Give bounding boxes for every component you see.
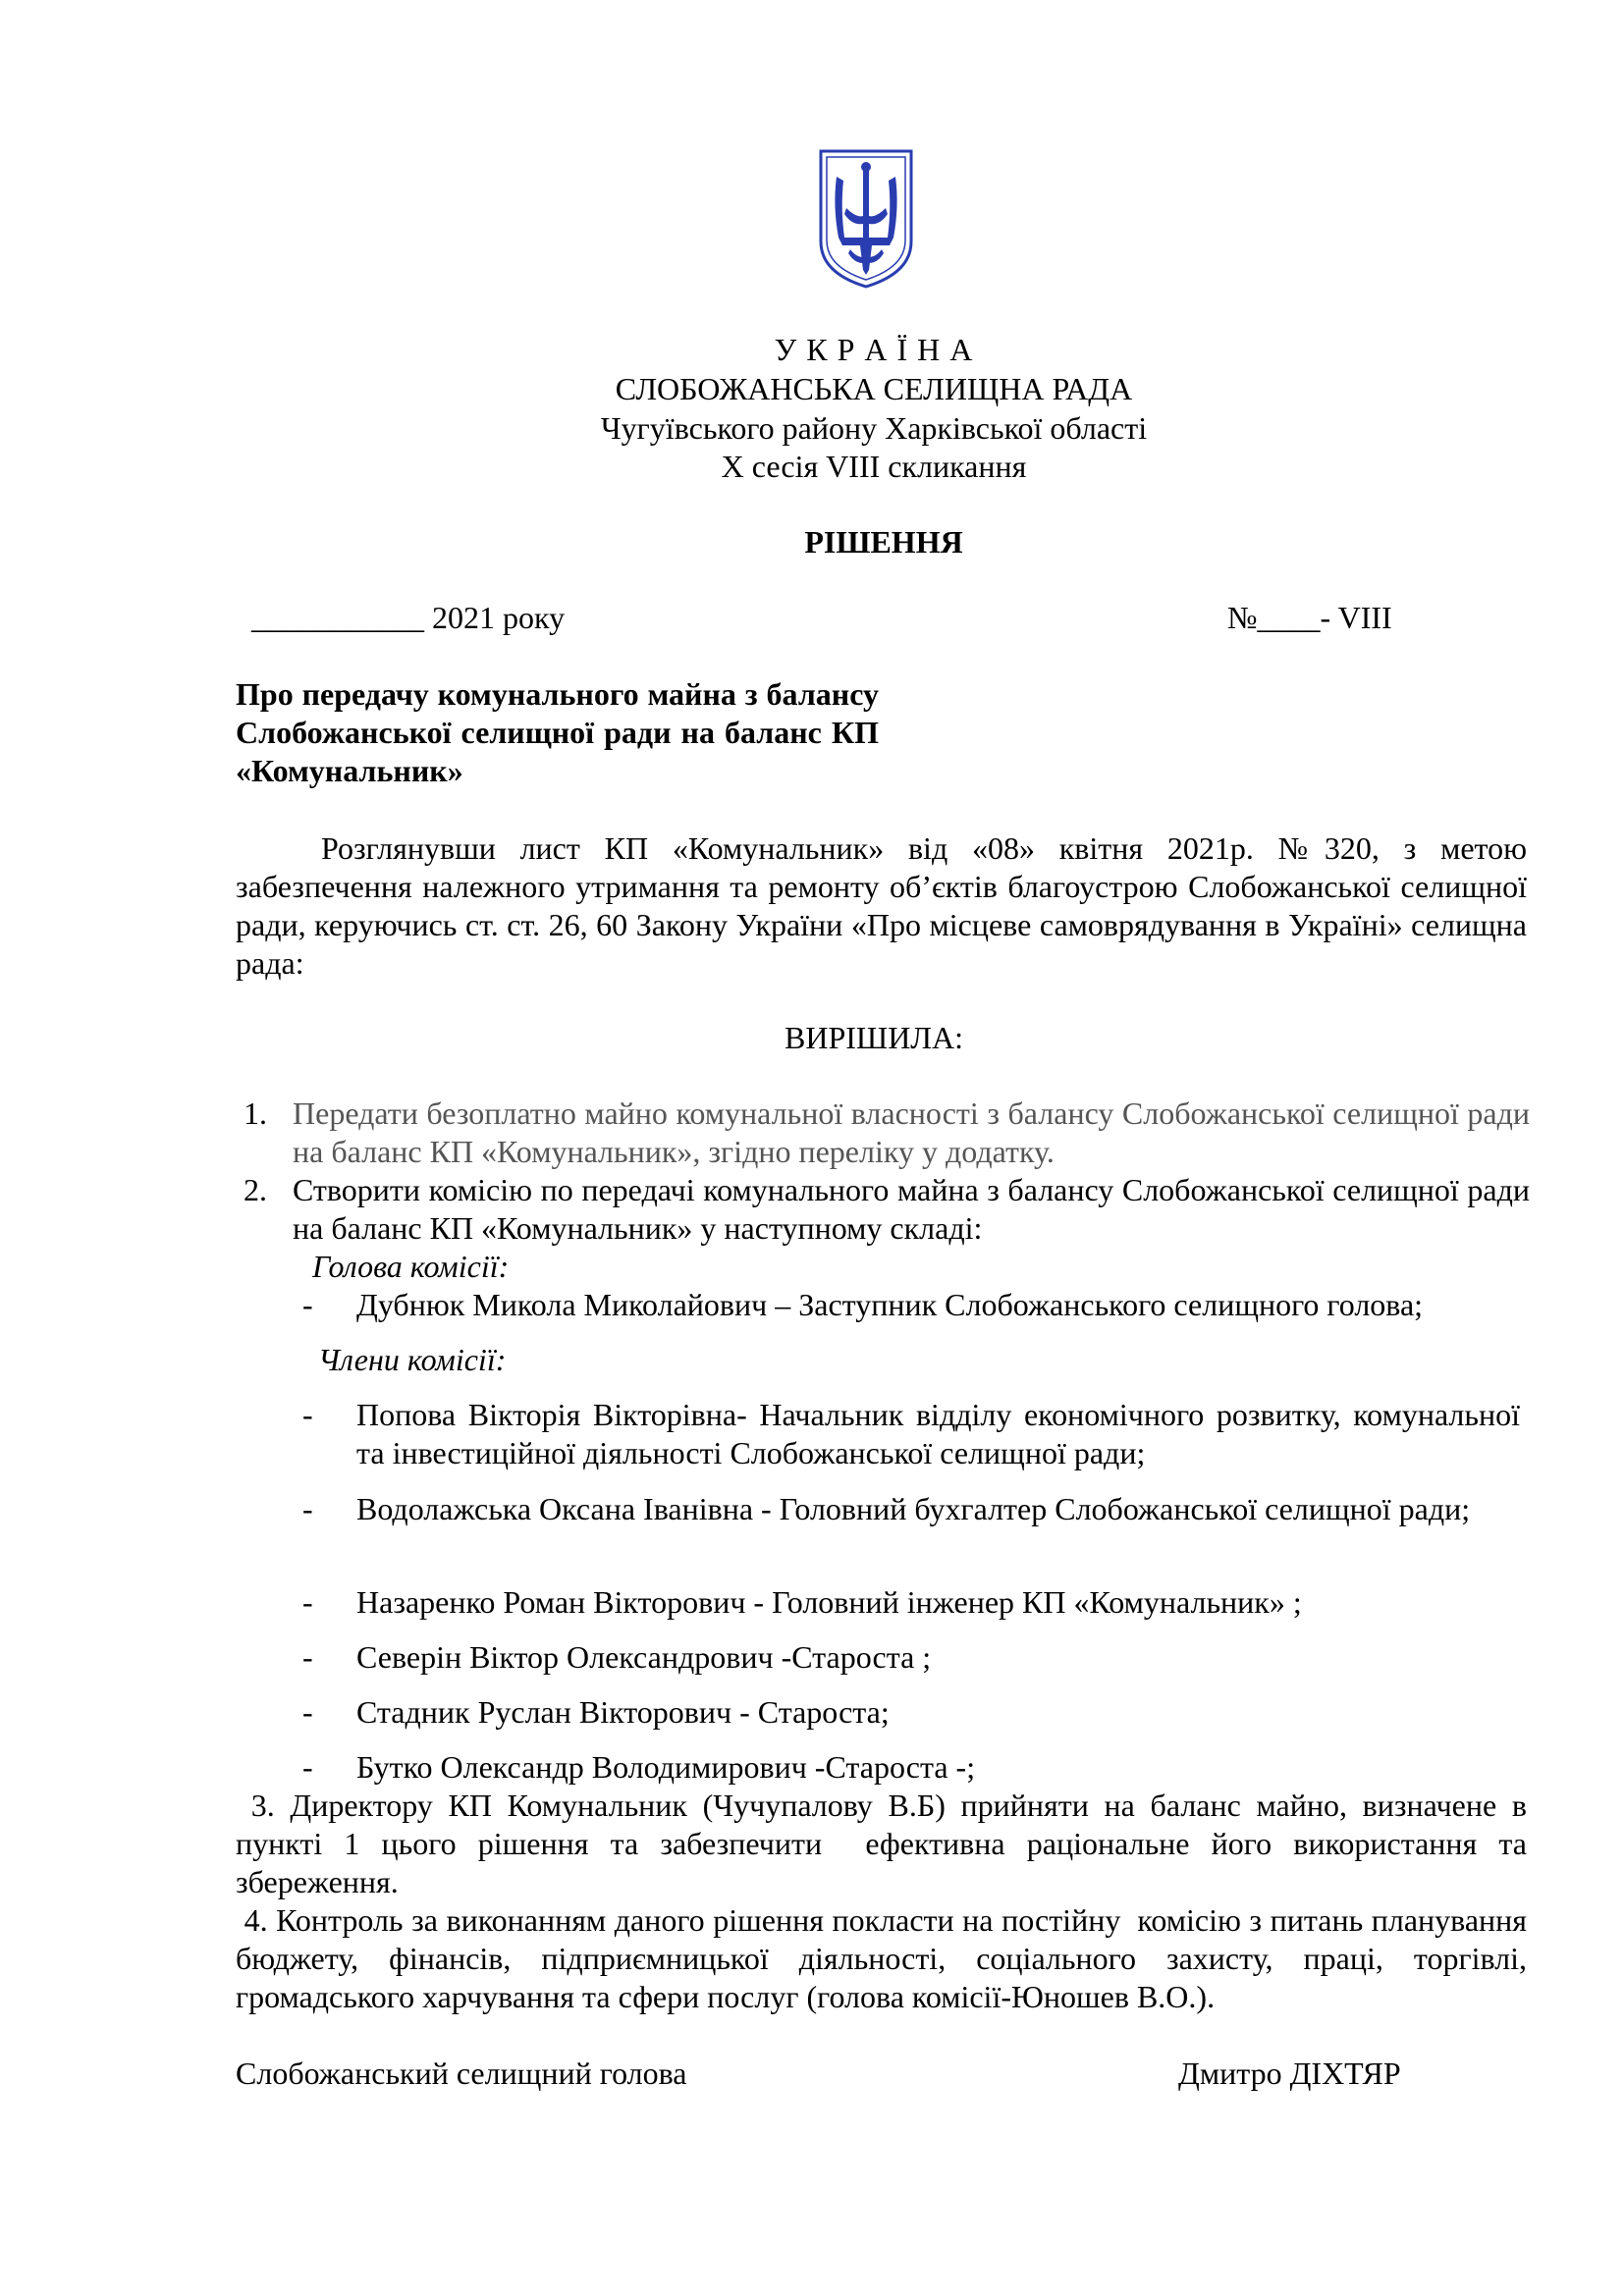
dash-marker: - bbox=[302, 1287, 313, 1322]
list-item-3: 3. Директору КП Комунальник (Чучупалову В.Б) прийняти на баланс майно, визначене в пункті 1 цього рішення та забезпечити ефективна раціональне його використання та збереження. bbox=[236, 1788, 1536, 1899]
country-name: У К Р А Ї Н А bbox=[774, 332, 974, 367]
ukraine-trident-icon bbox=[817, 147, 915, 290]
dash-marker: - bbox=[302, 1749, 313, 1785]
list-item-text: Створити комісію по передачі комунального майна з балансу Слобожанської селищної ради на баланс КП «Комунальник» у наступному складі: bbox=[293, 1172, 1530, 1246]
date-line: ___________ 2021 року bbox=[251, 600, 566, 635]
signature-title: Слобожанський селищний голова bbox=[236, 2056, 687, 2091]
dash-marker: - bbox=[302, 1584, 313, 1620]
district-name: Чугуївського району Харківської області bbox=[600, 410, 1148, 446]
commission-members-label: Члени комісії: bbox=[318, 1342, 507, 1377]
commission-member-text: Попова Вікторія Вікторівна- Начальник відділу економічного розвитку, комунальної та інвестиційної діяльності Слобожанської селищної ради; bbox=[356, 1397, 1520, 1470]
document-type: РІШЕННЯ bbox=[804, 524, 963, 560]
commission-member-text: Стадник Руслан Вікторович - Староста; bbox=[356, 1694, 890, 1730]
list-item-number: 1. bbox=[244, 1095, 267, 1131]
list-item-4: 4. Контроль за виконанням даного рішення покласти на постійну комісію з питань планування бюджету, фінансів, підприємницької діяльності, соціального захисту, праці, торгівлі, громадського харчування та сфери послуг (голова комісії-Юношев В.О.). bbox=[236, 1902, 1536, 2014]
dash-marker: - bbox=[302, 1397, 313, 1432]
list-item-text: Передати безоплатно майно комунальної власності з балансу Слобожанської селищної ради на баланс КП «Комунальник», згідно переліку у додатку. bbox=[293, 1095, 1530, 1169]
dash-marker: - bbox=[302, 1491, 313, 1526]
decided-heading: ВИРІШИЛА: bbox=[785, 1020, 963, 1055]
number-line: №____- VIII bbox=[1227, 600, 1392, 635]
preamble: Розглянувши лист КП «Комунальник» від «08» квітня 2021р. №320, з метою забезпечення належного утримання та ремонту об’єктів благоустрою Слобожанської селищної ради, керуючись ст. ст. 26, 60 Закону України «Про місцеве самоврядування в Україні» селищна рада: bbox=[236, 830, 1527, 981]
commission-member-text: Водолажська Оксана Іванівна - Головний бухгалтер Слобожанської селищної ради; bbox=[356, 1491, 1471, 1526]
dash-marker: - bbox=[302, 1694, 313, 1730]
session-name: Х сесія VIII скликання bbox=[721, 449, 1027, 484]
list-item-number: 2. bbox=[244, 1172, 267, 1207]
council-name: СЛОБОЖАНСЬКА СЕЛИЩНА РАДА bbox=[615, 371, 1133, 406]
commission-member-text: Северін Віктор Олександрович -Староста ; bbox=[356, 1639, 932, 1675]
dash-marker: - bbox=[302, 1639, 313, 1675]
signature-name: Дмитро ДІХТЯР bbox=[1178, 2056, 1401, 2091]
decision-subject: Про передачу комунального майна з балансу Слобожанської селищної ради на баланс КП «Комунальник» bbox=[236, 676, 879, 788]
commission-member-text: Дубнюк Микола Миколайович – Заступник Слобожанського селищного голова; bbox=[356, 1287, 1424, 1322]
commission-member-text: Назаренко Роман Вікторович - Головний інженер КП «Комунальник» ; bbox=[356, 1584, 1302, 1620]
commission-head-label: Голова комісії: bbox=[312, 1249, 510, 1284]
commission-member-text: Бутко Олександр Володимирович -Староста -; bbox=[356, 1749, 976, 1785]
